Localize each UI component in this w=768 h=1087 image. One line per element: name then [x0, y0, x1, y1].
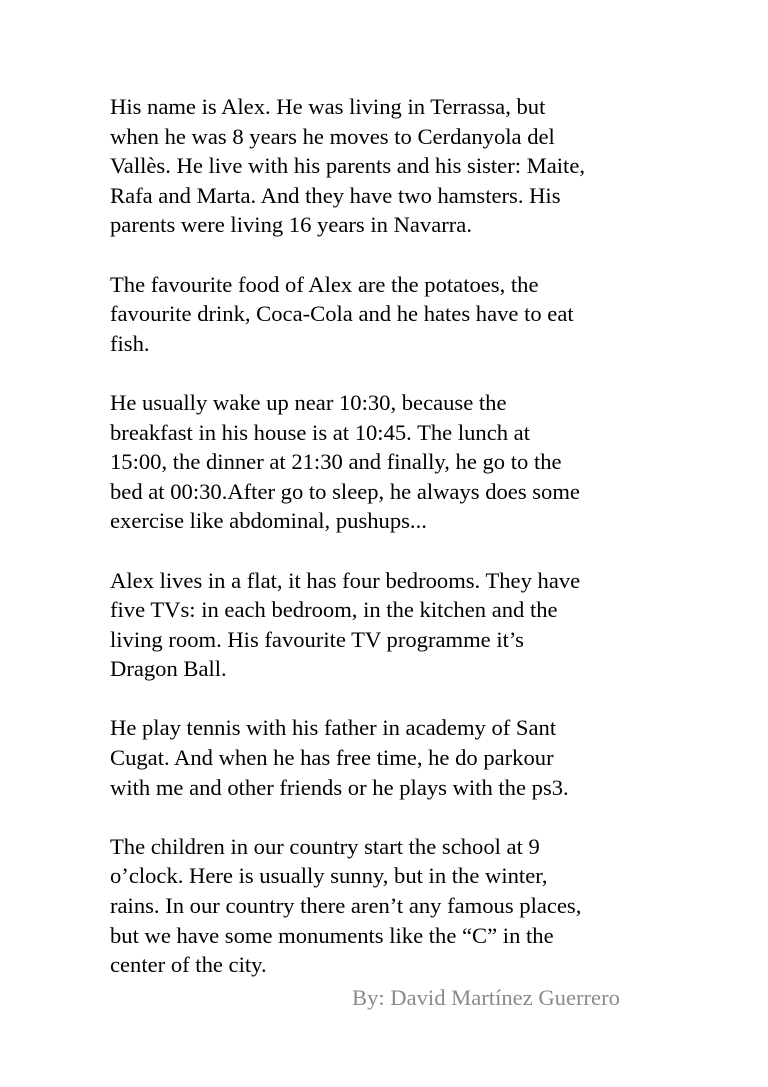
text-line: Cugat. And when he has free time, he do parkour	[110, 745, 554, 771]
author-byline: By: David Martínez Guerrero	[352, 985, 620, 1010]
text-line: breakfast in his house is at 10:45. The lunch at	[110, 419, 530, 445]
text-line: Vallès. He live with his parents and his sister: Maite,	[110, 153, 586, 179]
text-line: Dragon Ball.	[110, 656, 227, 682]
text-line: when he was 8 years he moves to Cerdanyola del	[110, 123, 555, 149]
text-line: five TVs: in each bedroom, in the kitchen and the	[110, 597, 558, 623]
paragraph-hobbies	[110, 713, 670, 802]
text-line: parents were living 16 years in Navarra.	[110, 212, 472, 238]
text-line: fish.	[110, 330, 150, 356]
paragraph-country	[110, 832, 670, 980]
text-line: His name is Alex. He was living in Terrassa, but	[110, 94, 546, 119]
text-line: favourite drink, Coca-Cola and he hates have to eat	[110, 301, 574, 327]
text-line: with me and other friends or he plays with the ps3.	[110, 774, 569, 800]
text-line: center of the city.	[110, 952, 267, 978]
text-line: exercise like abdominal, pushups...	[110, 508, 427, 534]
text-line: Rafa and Marta. And they have two hamsters. His	[110, 182, 561, 208]
document-body	[110, 92, 670, 980]
text-line: bed at 00:30.After go to sleep, he always does some	[110, 478, 580, 504]
paragraph-routine	[110, 388, 670, 536]
text-line: rains. In our country there aren’t any famous places,	[110, 893, 582, 919]
text-line: The children in our country start the school at 9	[110, 833, 540, 859]
text-line: but we have some monuments like the “C” in the	[110, 922, 554, 948]
paragraph-home	[110, 566, 670, 684]
paragraph-food	[110, 270, 670, 359]
text-line: The favourite food of Alex are the potatoes, the	[110, 271, 539, 297]
text-line: living room. His favourite TV programme it’s	[110, 626, 524, 652]
text-line: He usually wake up near 10:30, because the	[110, 389, 507, 415]
text-line: Alex lives in a flat, it has four bedrooms. They have	[110, 567, 581, 593]
paragraph-family	[110, 92, 670, 240]
text-line: o’clock. Here is usually sunny, but in the winter,	[110, 863, 548, 889]
text-line: 15:00, the dinner at 21:30 and finally, he go to the	[110, 449, 562, 475]
text-line: He play tennis with his father in academy of Sant	[110, 715, 557, 741]
